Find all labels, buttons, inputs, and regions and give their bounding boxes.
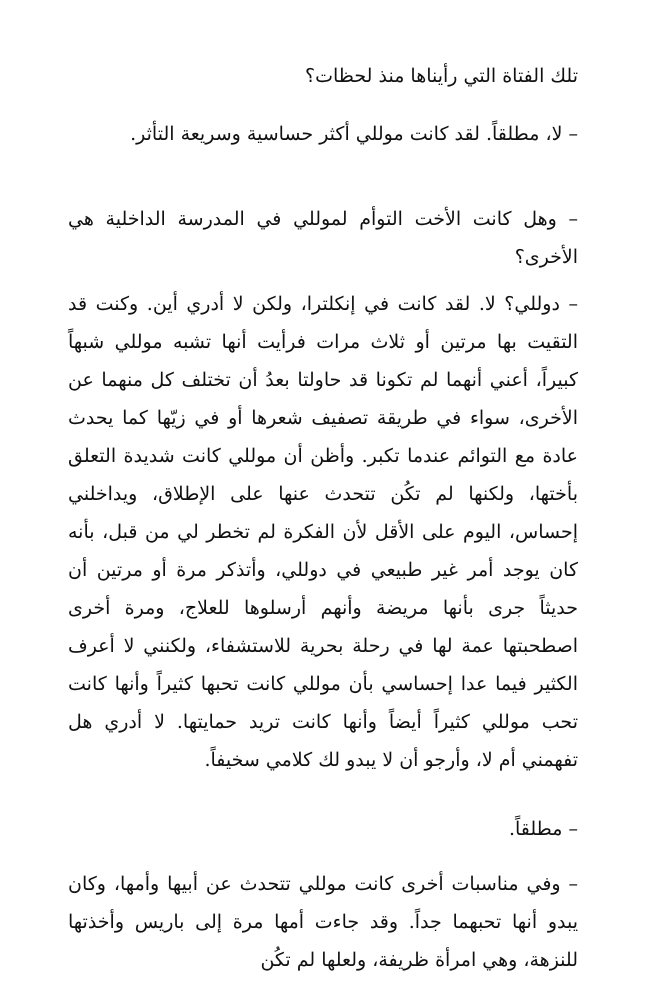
paragraph: – لا، مطلقاً. لقد كانت موللي أكثر حساسية وسريعة التأثر. (130, 123, 578, 145)
paragraph: – وفي مناسبات أخرى كانت موللي تتحدث عن أبيها وأمها، وكان يبدو أنها تحبهما جداً. وقد جاءت أمها مرة إلى باريس وأخذتها للنزهة، وهي امرأة ظريفة، ولعلها لم تكُن (68, 873, 578, 971)
paragraph: تلك الفتاة التي رأيناها منذ لحظات؟ (305, 65, 578, 87)
paragraph: – وهل كانت الأخت التوأم لموللي في المدرسة الداخلية هي الأخرى؟ (68, 208, 578, 268)
paragraph: – مطلقاً. (508, 818, 578, 840)
paragraph: – دوللي؟ لا. لقد كانت في إنكلترا، ولكن لا أدري أين. وكنت قد التقيت بها مرتين أو ثلاث مرات فرأيت أنها تشبه موللي شبهاً كبيراً، أعني أنهما لم تكونا قد حاولتا بعدُ أن تختلف كل منهما عن الأخرى، سواء في طريقة تصفيف شعرها أو في زيّها كما يحدث عادة مع التوائم عندما تكبر. وأظن أن موللي كانت شديدة التعلق بأختها، ولكنها لم تكُن تتحدث عنها على الإطلاق، ويداخلني إحساس، اليوم على الأقل لأن الفكرة لم تخطر لي من قبل، بأنه كان يوجد أمر غير طبيعي في دوللي، وأتذكر مرة أو مرتين أن حديثاً جرى بأنها مريضة وأنهم أرسلوها للعلاج، ومرة أخرى اصطحبتها عمة لها في رحلة بحرية للاستشفاء، ولكنني لا أعرف الكثير فيما عدا إحساسي بأن موللي كانت تحبها كثيراً وأنها كانت تحب موللي كثيراً أيضاً وأنها كانت تريد حمايتها. لا أدري هل تفهمني أم لا، وأرجو أن لا يبدو لك كلامي سخيفاً. (68, 293, 578, 771)
